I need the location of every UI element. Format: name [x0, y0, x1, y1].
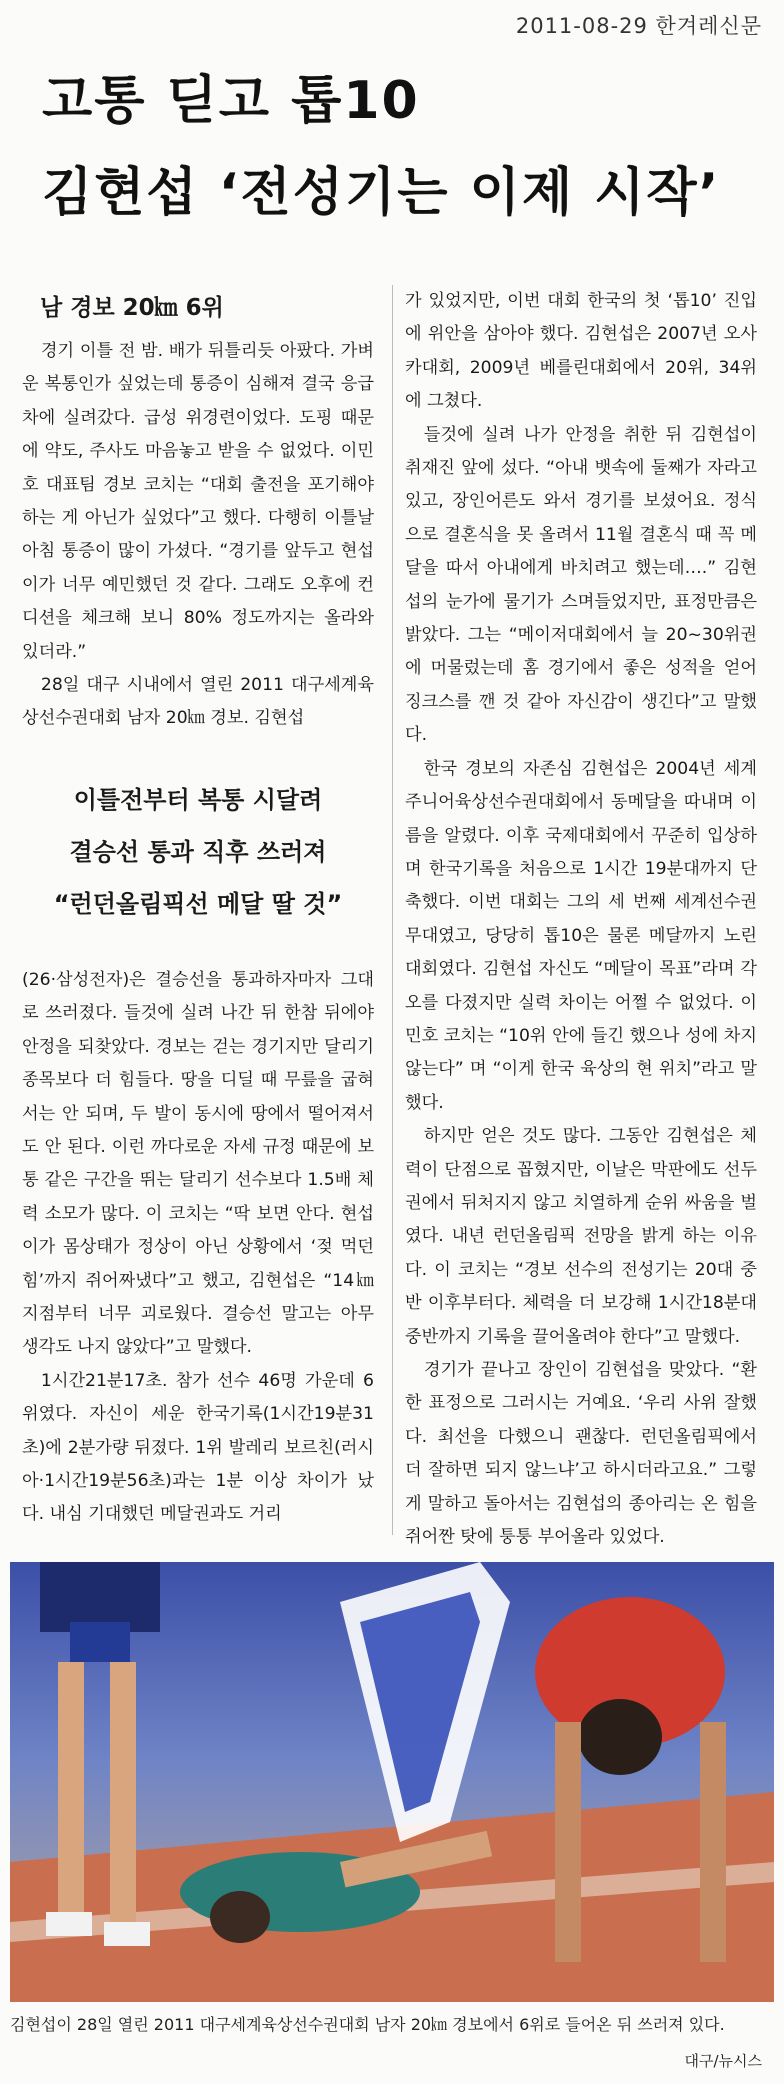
subheadline: [22, 774, 374, 930]
paragraph: 경기가 끝나고 장인이 김현섭을 맞았다. “환한 표정으로 그러시는 거예요. ‘우리 사위 잘했다. 최선을 다했으니 괜찮다. 런던올림픽에서 더 잘하면 되지 않느냐’고 하시더라고요.” 그렇게 말하고 돌아서는 김현섭의 종아리는 온 힘을 쥐어짠 탓에 퉁퉁 부어올라 있었다.: [405, 1360, 757, 1548]
paragraph: 28일 대구 시내에서 열린 2011 대구세계육상선수권대회 남자 20㎞ 경보. 김현섭: [22, 675, 374, 729]
subheadline-line: 이틀전부터 복통 시달려: [73, 785, 323, 814]
paragraph: 한국 경보의 자존심 김현섭은 2004년 세계주니어육상선수권대회에서 동메달을 따내며 이름을 알렸다. 이후 국제대회에서 꾸준히 입상하며 한국기록을 처음으로 1시간 19분대까지 단축했다. 이번 대회는 그의 세 번째 세계선수권 무대였고, 당당히 톱10은 물론 메달까지 노린 대회였다. 김현섭 자신도 “메달이 목표”라며 각오를 다졌지만 실력 차이는 어쩔 수 없었다. 이민호 코치는 “10위 안에 들긴 했으나 성에 차지 않는다” 며 “이게 한국 육상의 현 위치”라고 말했다.: [405, 758, 757, 1113]
paragraph: 가 있었지만, 이번 대회 한국의 첫 ‘톱10’ 진입에 위안을 삼아야 했다. 김현섭은 2007년 오사카대회, 2009년 베를린대회에서 20위, 34위에 그쳤다.: [405, 291, 757, 412]
photo-credit: 대구/뉴시스: [684, 2052, 762, 2070]
subheadline-line: “런던올림픽선 메달 딸 것”: [53, 889, 343, 918]
paragraph: 경기 이틀 전 밤. 배가 뒤틀리듯 아팠다. 가벼운 복통인가 싶었는데 통증이 심해져 결국 응급차에 실려갔다. 급성 위경련이었다. 도핑 때문에 약도, 주사도 마음놓고 받을 수 없었다. 이민호 대표팀 경보 코치는 “대회 출전을 포기해야 하는 게 아닌가 싶었다”고 했다. 다행히 이틀날 아침 통증이 많이 가셨다. “경기를 앞두고 현섭이가 너무 예민했던 것 같다. 그래도 오후에 컨디션을 체크해 보니 80% 정도까지는 올라와 있더라.”: [22, 341, 374, 662]
headline-line-2: 김현섭 ‘전성기는 이제 시작’: [42, 163, 721, 223]
news-photo: [10, 1562, 774, 2002]
headline-line-1: 고통 딛고 톱10: [42, 71, 420, 131]
column-divider: [392, 285, 393, 1535]
paragraph: 1시간21분17초. 참가 선수 46명 가운데 6위였다. 자신이 세운 한국기록(1시간19분31초)에 2분가량 뒤졌다. 1위 발레리 보르친(러시아·1시간19분56초)과는 1분 이상 차이가 났다. 내심 기대했던 메달권과도 거리: [22, 1370, 374, 1525]
paragraph: (26·삼성전자)은 결승선을 통과하자마자 그대로 쓰러졌다. 들것에 실려 나간 뒤 한참 뒤에야 안정을 되찾았다. 경보는 걷는 경기지만 달리기 종목보다 더 힘들다. 땅을 디딜 때 무릎을 굽혀서는 안 되며, 두 발이 동시에 땅에서 떨어져서도 안 된다. 이런 까다로운 자세 규정 때문에 보통 같은 구간을 뛰는 달리기 선수보다 1.5배 체력 소모가 많다. 이 코치는 “딱 보면 안다. 현섭이가 몸상태가 정상이 아닌 상황에서 ‘젖 먹던 힘’까지 쥐어짜냈다”고 했고, 김현섭은 “14㎞ 지점부터 너무 괴로웠다. 결승선 말고는 아무 생각도 나지 않았다”고 말했다.: [22, 969, 374, 1358]
photo-caption: 김현섭이 28일 열린 2011 대구세계육상선수권대회 남자 20㎞ 경보에서 6위로 들어온 뒤 쓰러져 있다.: [10, 2015, 725, 2034]
article-column-right: [405, 285, 757, 1588]
paragraph: 하지만 얻은 것도 많다. 그동안 김현섭은 체력이 단점으로 꼽혔지만, 이날은 막판에도 선두권에서 뒤처지지 않고 치열하게 순위 싸움을 벌였다. 내년 런던올림픽 전망을 밝게 하는 이유다. 이 코치는 “경보 선수의 전성기는 20대 중반 이후부터다. 체력을 더 보강해 1시간18분대 중반까지 기록을 끌어올려야 한다”고 말했다.: [405, 1126, 757, 1347]
dateline: 2011-08-29 한겨레신문: [515, 14, 762, 38]
paragraph: 들것에 실려 나가 안정을 취한 뒤 김현섭이 취재진 앞에 섰다. “아내 뱃속에 둘째가 자라고 있고, 장인어른도 와서 경기를 보셨어요. 정식으로 결혼식을 못 올려서 11월 결혼식 때 꼭 메달을 따서 아내에게 바치려고 했는데….” 김현섭의 눈가에 물기가 스며들었지만, 표정만큼은 밝았다. 그는 “메이저대회에서 늘 20~30위권에 머물렀는데 홈 경기에서 좋은 성적을 얻어 징크스를 깬 것 같아 자신감이 생긴다”고 말했다.: [405, 424, 757, 746]
kicker: 남 경보 20㎞ 6위: [40, 295, 224, 321]
photo-illustration: [10, 1562, 774, 2002]
article-column-left: [22, 285, 374, 1532]
subheadline-line: 결승선 통과 직후 쓰러져: [69, 837, 327, 866]
